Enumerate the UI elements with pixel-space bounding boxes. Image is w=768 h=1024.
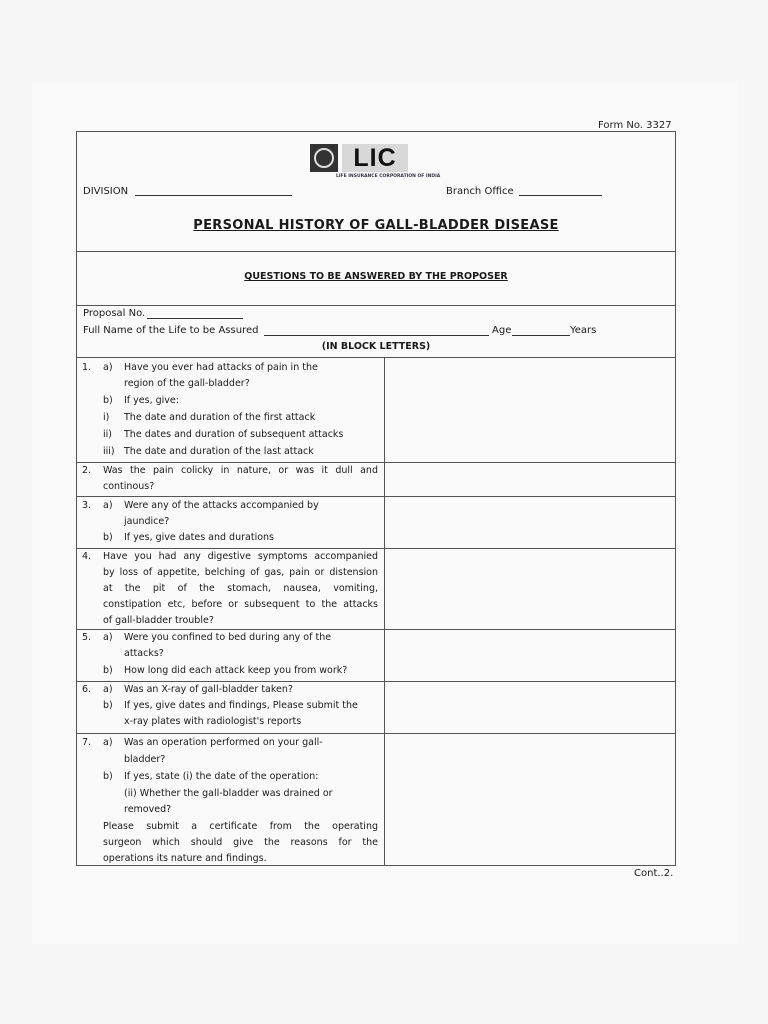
question-text: The date and duration of the first attack <box>124 412 316 423</box>
page-title: PERSONAL HISTORY OF GALL-BLADDER DISEASE <box>193 218 559 233</box>
question-number: 3. <box>82 500 92 511</box>
question-text: Have you ever had attacks of pain in the <box>124 362 318 373</box>
sub-label: b) <box>103 665 113 676</box>
age-label: Age <box>492 325 512 336</box>
lic-emblem-icon <box>310 144 338 172</box>
proposal-no-field[interactable] <box>147 318 243 319</box>
question-text: attacks? <box>124 648 164 659</box>
question-number: 4. <box>82 551 92 562</box>
question-text: operations its nature and findings. <box>103 853 267 864</box>
continued-note: Cont..2. <box>634 868 674 879</box>
question-text: surgeon which should give the reasons for the <box>103 837 378 848</box>
division-label: DIVISION <box>83 186 129 197</box>
sub-label: b) <box>103 532 113 543</box>
divider <box>76 496 676 497</box>
sub-label: b) <box>103 771 113 782</box>
question-text: If yes, give dates and durations <box>124 532 274 543</box>
question-6 <box>82 682 378 730</box>
sub-label: a) <box>103 362 113 373</box>
question-3 <box>82 498 378 546</box>
divider <box>76 733 676 734</box>
divider <box>76 357 676 358</box>
lic-logo <box>310 144 441 190</box>
age-field[interactable] <box>512 335 570 336</box>
question-text: Was the pain colicky in nature, or was it dull and <box>103 465 378 476</box>
question-text: Were you confined to bed during any of the <box>124 632 332 643</box>
sub-label: b) <box>103 395 113 406</box>
question-text: at the pit of the stomach, nausea, vomiting, <box>103 583 378 594</box>
question-text: Please submit a certificate from the operating <box>103 821 378 832</box>
sub-label: a) <box>103 632 113 643</box>
question-text: Was an operation performed on your gall- <box>124 737 323 748</box>
question-text: of gall-bladder trouble? <box>103 615 214 626</box>
logo-text: LIC <box>342 144 408 172</box>
proposal-no-label: Proposal No. <box>83 308 146 319</box>
question-number: 6. <box>82 684 92 695</box>
question-number: 7. <box>82 737 92 748</box>
block-letters-note: (IN BLOCK LETTERS) <box>321 341 431 352</box>
question-text: constipation etc, before or subsequent to the attacks <box>103 599 378 610</box>
question-number: 5. <box>82 632 92 643</box>
years-label: Years <box>570 325 597 336</box>
question-text: Was an X-ray of gall-bladder taken? <box>124 684 293 695</box>
question-text: region of the gall-bladder? <box>124 378 250 389</box>
sub-label: a) <box>103 684 113 695</box>
question-number: 2. <box>82 465 92 476</box>
question-text: Were any of the attacks accompanied by <box>124 500 319 511</box>
question-text: The date and duration of the last attack <box>124 446 314 457</box>
full-name-field[interactable] <box>264 335 489 336</box>
question-text: x-ray plates with radiologist's reports <box>124 716 302 727</box>
question-text: Have you had any digestive symptoms accompanied <box>103 551 378 562</box>
question-text: jaundice? <box>124 516 170 527</box>
section-heading: QUESTIONS TO BE ANSWERED BY THE PROPOSER <box>244 271 508 282</box>
question-text: (ii) Whether the gall-bladder was drained or <box>124 788 333 799</box>
logo-subtitle: LIFE INSURANCE CORPORATION OF INDIA <box>336 174 441 179</box>
question-text: removed? <box>124 804 172 815</box>
sub-label: a) <box>103 737 113 748</box>
question-text: by loss of appetite, belching of gas, pain or distension <box>103 567 378 578</box>
sub-label: i) <box>103 412 110 423</box>
question-2 <box>82 463 378 495</box>
question-4 <box>82 549 378 629</box>
question-text: If yes, give dates and findings, Please submit the <box>124 700 358 711</box>
question-text: If yes, give: <box>124 395 179 406</box>
sub-label: a) <box>103 500 113 511</box>
sub-label: ii) <box>103 429 112 440</box>
question-1 <box>82 360 378 460</box>
question-text: continous? <box>103 481 155 492</box>
form-number: Form No. 3327 <box>598 120 672 131</box>
sub-label: b) <box>103 700 113 711</box>
sub-label: iii) <box>103 446 115 457</box>
divider <box>76 251 676 252</box>
question-7 <box>82 735 378 867</box>
answer-column-divider <box>384 357 385 866</box>
divider <box>76 305 676 306</box>
branch-office-field[interactable] <box>519 195 602 196</box>
division-field[interactable] <box>135 195 292 196</box>
question-text: How long did each attack keep you from work? <box>124 665 348 676</box>
question-number: 1. <box>82 362 92 373</box>
question-text: bladder? <box>124 754 166 765</box>
question-5 <box>82 630 378 679</box>
question-text: If yes, state (i) the date of the operation: <box>124 771 319 782</box>
question-text: The dates and duration of subsequent attacks <box>124 429 344 440</box>
branch-office-label: Branch Office <box>446 186 514 197</box>
full-name-label: Full Name of the Life to be Assured <box>83 325 259 336</box>
